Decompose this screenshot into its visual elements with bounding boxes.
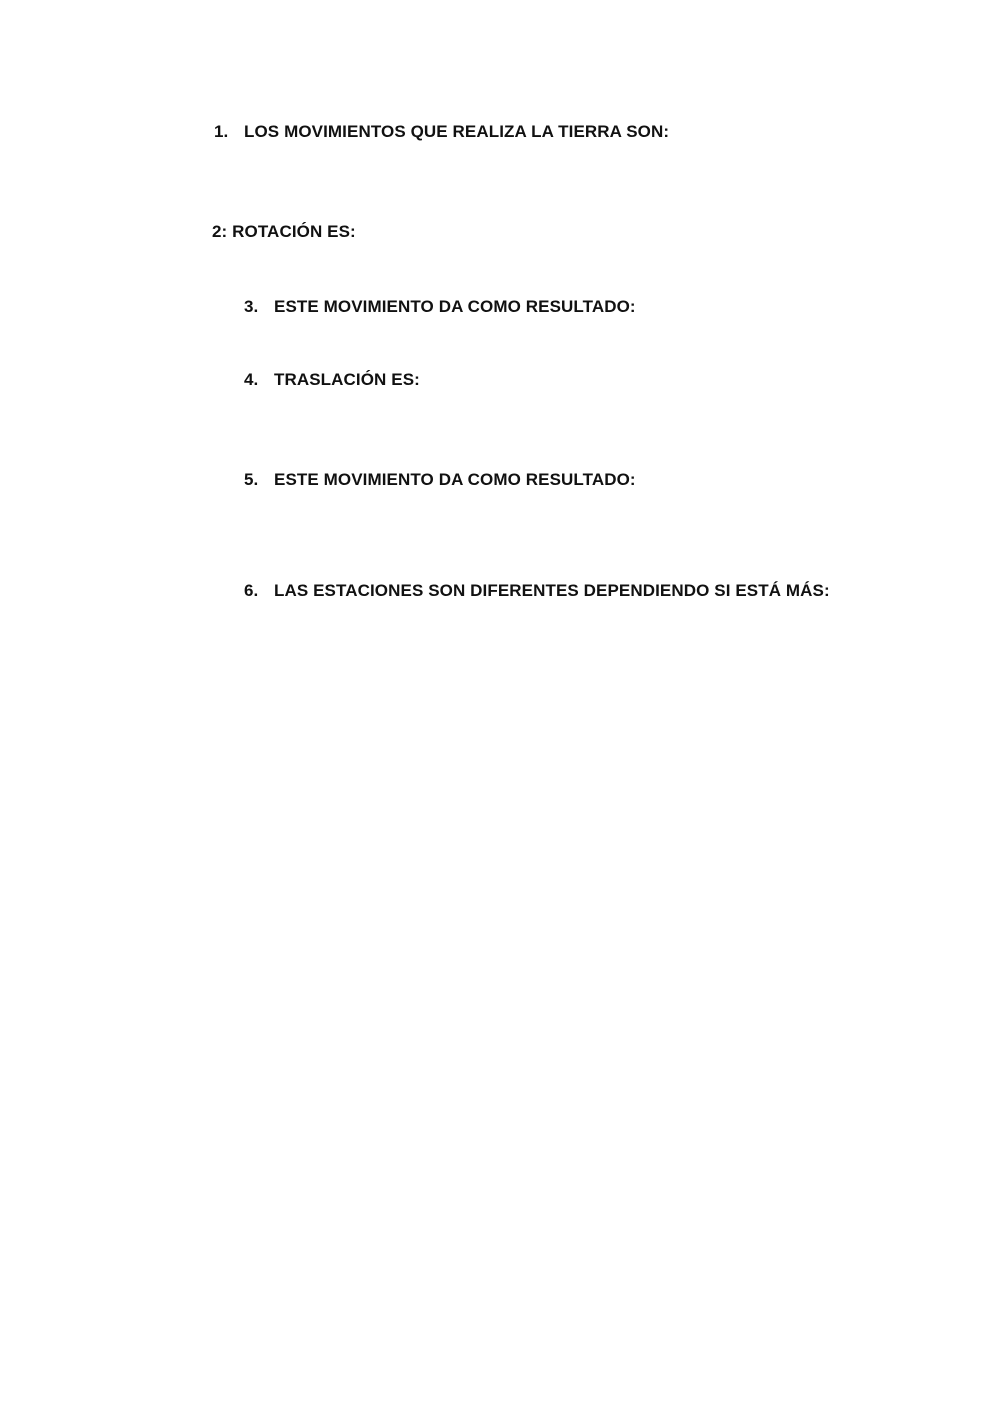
question-5-text: ESTE MOVIMIENTO DA COMO RESULTADO: xyxy=(274,470,636,489)
question-4-text: TRASLACIÓN ES: xyxy=(274,370,420,389)
question-3-text: ESTE MOVIMIENTO DA COMO RESULTADO: xyxy=(274,297,636,316)
question-5-number: 5. xyxy=(244,470,259,489)
question-4-number: 4. xyxy=(244,370,259,389)
question-6-text: LAS ESTACIONES SON DIFERENTES DEPENDIENDO SI ESTÁ MÁS: xyxy=(274,581,830,600)
question-6-number: 6. xyxy=(244,581,259,600)
question-1-number: 1. xyxy=(214,122,229,141)
question-2 xyxy=(212,222,356,242)
question-3-number: 3. xyxy=(244,297,259,316)
question-2-text: 2: ROTACIÓN ES: xyxy=(212,222,356,241)
question-1-text: LOS MOVIMIENTOS QUE REALIZA LA TIERRA SON: xyxy=(244,122,670,141)
